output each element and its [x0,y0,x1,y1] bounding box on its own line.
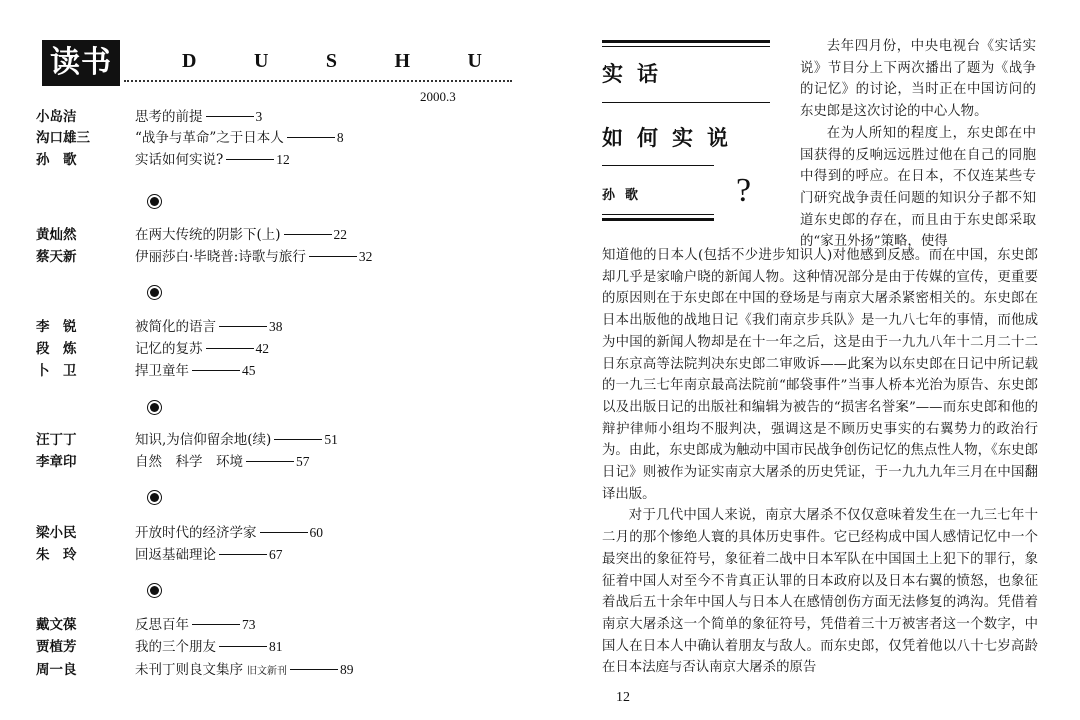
page-number: 12 [616,690,630,705]
toc-author: 沟口雄三 [36,130,90,146]
toc-author: 朱 玲 [36,547,77,563]
toc-page: 8 [336,130,344,145]
toc-page: 51 [324,432,338,447]
toc-author: 李 锐 [36,319,77,335]
toc-author: 汪丁丁 [36,432,77,448]
toc-title: 未刊丁则良文集序 [135,662,243,678]
toc-title: 反思百年 [135,617,189,633]
leader-line [219,326,267,327]
toc-page: 3 [255,109,263,124]
title-rule [602,218,714,221]
article-title-line1: 实话 [602,61,672,86]
roman-letter: S [325,50,337,72]
magazine-logo: 读书 [42,40,120,86]
leader-line [219,646,267,647]
roman-letter: H [394,50,411,72]
title-rule [602,46,770,47]
toc-author: 周一良 [36,662,77,678]
title-rule [602,40,770,43]
toc-author: 孙 歌 [36,152,77,168]
leader-line [284,234,332,235]
toc-page: 60 [309,525,323,540]
leader-line [226,159,274,160]
magazine-roman-title [182,50,482,73]
toc-title: 思考的前提 [135,109,203,125]
toc-page: 45 [242,363,256,378]
toc-title: “战争与革命”之于日本人 [135,130,284,146]
toc-title: 知识,为信仰留余地(续) [135,432,272,448]
toc-page: 81 [269,639,283,654]
leader-line [219,554,267,555]
toc-author: 小岛洁 [36,109,77,125]
article-paragraph: 去年四月份，中央电视台《实话实说》节目分上下两次播出了题为《战争的记忆》的讨论，当时正在中国访问的东史郎是这次讨论的中心人物。 [800,39,1036,120]
article-paragraph: 知道他的日本人(包括不少进步知识人)对他感到反感。而在中国，东史郎却几乎是家喻户晓的新闻人物。这种情况部分是由于传媒的宣传，更重要的原因则在于东史郎在中国的登场是与南京大屠杀紧密相关的。东史郎在日本出版他的战地日记《我们南京步兵队》是一九八七年的事情，而他成为中国的新闻人物却是在十一年之后，这是由于一九九八年十二月二十二日东京高等法院判决东史郎二审败诉——此案为以东史郎在日记中所记载的一九三七年南京最高法院前“邮袋事件”当事人桥本光治为原告、东史郎以及出版日记的出版社和编辑为被告的“损害名誉案”——而东史郎和他的辩护律师小组均不服判决，强调这是不顾历史事实的右翼势力的政治行为。由此，东史郎成为触动中国市民战争创伤记忆的焦点性人物，《东史郎日记》则被作为证实南京大屠杀的历史凭证，于一九九九年三月在中国翻译出版。 [602,248,1038,502]
toc-title: 记忆的复苏 [135,341,203,357]
dotted-divider [124,80,512,82]
article-title-line2: 如何实说 [602,125,742,150]
article-body-top [800,36,1036,253]
article-paragraph: 对于几代中国人来说，南京大屠杀不仅仅意味着发生在一九三七年十二月的那个惨绝人寰的具体历史事件。它已经构成中国人感情记忆中一个最突出的象征符号，象征着二战中日本军队在中国国土上犯下的罪行，象征着中国人对至今不肯真正认罪的日本政府以及日本右翼的愤怒，也象征着战后五十余年中国人与日本人在感情创伤方面无法修复的鸿沟。凭借着南京大屠杀这一个简单的象征符号，凭借着三十万被害者这一个数字，中国人在日本人中确认着朋友与敌人。而东史郎，仅凭着他以八十七岁高龄在日本法庭与否认南京大屠杀的原告 [602,508,1038,676]
toc-page: 22 [333,227,348,242]
toc-page: 89 [340,662,354,677]
toc-page: 67 [269,547,283,562]
article-body-main [602,245,1038,679]
toc-author: 卜 卫 [36,363,77,379]
title-rule [602,214,714,215]
toc-title: 实话如何实说? [135,152,224,168]
toc-title: 伊丽莎白·毕晓普:诗歌与旅行 [135,249,306,265]
leader-line [206,116,254,117]
article-page [540,0,1080,720]
leader-line [246,461,294,462]
leader-line [260,532,308,533]
article-author: 孙歌 [602,188,649,203]
toc-title: 自然 科学 环境 [135,454,243,470]
title-rule [602,165,714,166]
masthead [42,40,482,90]
toc-title: 回返基础理论 [135,547,216,563]
toc-title: 捍卫童年 [135,363,189,379]
toc-title: 被简化的语言 [135,319,216,335]
roman-letter: D [182,50,197,72]
toc-author: 黄灿然 [36,227,77,243]
section-bullet [150,586,159,595]
toc-page: 42 [255,341,269,356]
toc-title: 开放时代的经济学家 [135,525,257,541]
section-bullet [150,403,159,412]
title-rule [602,102,770,103]
toc-author: 段 炼 [36,341,77,357]
leader-line [309,256,357,257]
leader-line [274,439,322,440]
roman-letter: U [253,50,269,72]
roman-letter: U [467,50,482,72]
toc-author: 贾植芳 [36,639,77,655]
toc-title: 在两大传统的阴影下(上) [135,227,281,243]
section-bullet [150,288,159,297]
toc-author: 梁小民 [36,525,77,541]
toc-note: 旧文新刊 [247,666,287,677]
toc-author: 李章印 [36,454,77,470]
toc-author: 戴文葆 [36,617,77,633]
toc-author: 蔡天新 [36,249,77,265]
title-question-mark: ? [736,172,752,209]
toc-page: 57 [296,454,310,469]
toc-page: 32 [358,249,373,264]
toc-page: 73 [242,617,256,632]
toc-title: 我的三个朋友 [135,639,216,655]
leader-line [287,137,335,138]
leader-line [206,348,254,349]
toc-page: 12 [276,152,290,167]
leader-line [290,669,338,670]
section-bullet [150,493,159,502]
issue-number: 2000.3 [420,89,456,104]
leader-line [192,624,240,625]
toc-page: 38 [269,319,283,334]
leader-line [192,370,240,371]
section-bullet [150,197,159,206]
article-paragraph: 在为人所知的程度上，东史郎在中国获得的反响远远胜过他在自己的同胞中得到的呼应。在日本，不仅连某些专门研究战争责任问题的知识分子都不知道东史郎的存在，而且由于东史郎采取的“家丑外扬”策略，使得 [800,125,1036,250]
